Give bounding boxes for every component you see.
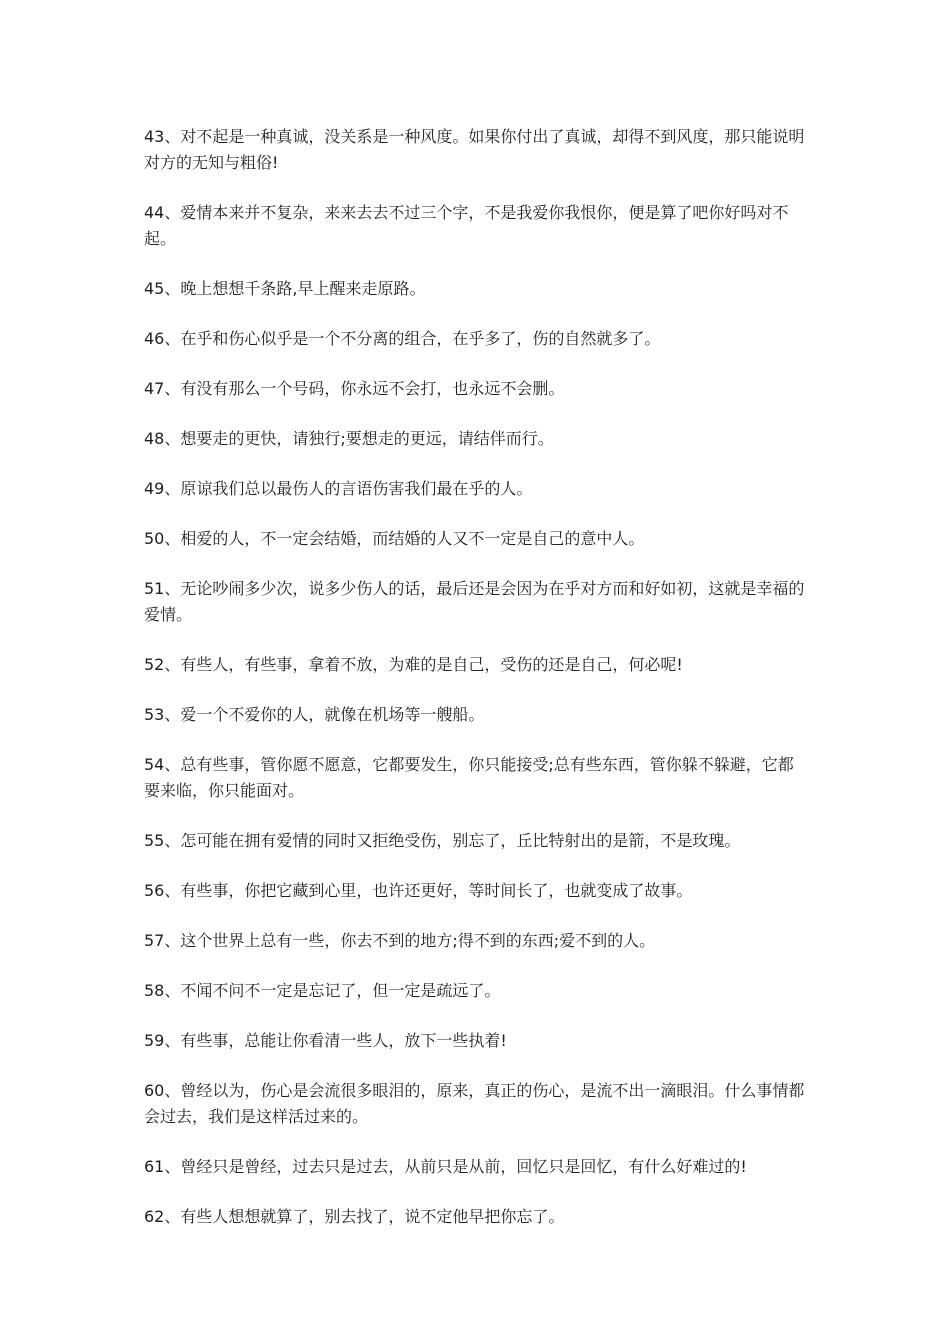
paragraph-55: 55、怎可能在拥有爱情的同时又拒绝受伤，别忘了，丘比特射出的是箭，不是玫瑰。 (144, 831, 741, 850)
paragraph-44: 44、爱情本来并不复杂，来来去去不过三个字，不是我爱你我恨你，便是算了吧你好吗对不起。 (144, 203, 789, 248)
paragraph-48: 48、想要走的更快，请独行;要想走的更远，请结伴而行。 (144, 429, 554, 448)
paragraph-57: 57、这个世界上总有一些，你去不到的地方;得不到的东西;爱不到的人。 (144, 931, 656, 950)
paragraph-54: 54、总有些事，管你愿不愿意，它都要发生，你只能接受;总有些东西，管你躲不躲避，它都要来临，你只能面对。 (144, 755, 794, 800)
paragraph-58: 58、不闻不问不一定是忘记了，但一定是疏远了。 (144, 981, 501, 1000)
paragraph-46: 46、在乎和伤心似乎是一个不分离的组合，在乎多了，伤的自然就多了。 (144, 329, 661, 348)
paragraph-52: 52、有些人，有些事，拿着不放，为难的是自己，受伤的还是自己，何必呢! (144, 655, 683, 674)
paragraph-51: 51、无论吵闹多少次，说多少伤人的话，最后还是会因为在乎对方而和好如初，这就是幸福的爱情。 (144, 579, 805, 624)
paragraph-56: 56、有些事，你把它藏到心里，也许还更好，等时间长了，也就变成了故事。 (144, 881, 693, 900)
paragraph-49: 49、原谅我们总以最伤人的言语伤害我们最在乎的人。 (144, 479, 533, 498)
paragraph-47: 47、有没有那么一个号码，你永远不会打，也永远不会删。 (144, 379, 565, 398)
paragraph-43: 43、对不起是一种真诚，没关系是一种风度。如果你付出了真诚，却得不到风度，那只能说明对方的无知与粗俗! (144, 127, 805, 172)
paragraph-45: 45、晚上想想千条路,早上醒来走原路。 (144, 279, 426, 298)
paragraph-50: 50、相爱的人，不一定会结婚，而结婚的人又不一定是自己的意中人。 (144, 529, 645, 548)
paragraph-60: 60、曾经以为，伤心是会流很多眼泪的，原来，真正的伤心，是流不出一滴眼泪。什么事情都会过去，我们是这样活过来的。 (144, 1081, 805, 1126)
paragraph-59: 59、有些事，总能让你看清一些人，放下一些执着! (144, 1031, 507, 1050)
paragraph-53: 53、爱一个不爱你的人，就像在机场等一艘船。 (144, 705, 485, 724)
paragraph-61: 61、曾经只是曾经，过去只是过去，从前只是从前，回忆只是回忆，有什么好难过的! (144, 1157, 747, 1176)
paragraph-62: 62、有些人想想就算了，别去找了，说不定他早把你忘了。 (144, 1207, 565, 1226)
document-body (144, 124, 808, 1254)
